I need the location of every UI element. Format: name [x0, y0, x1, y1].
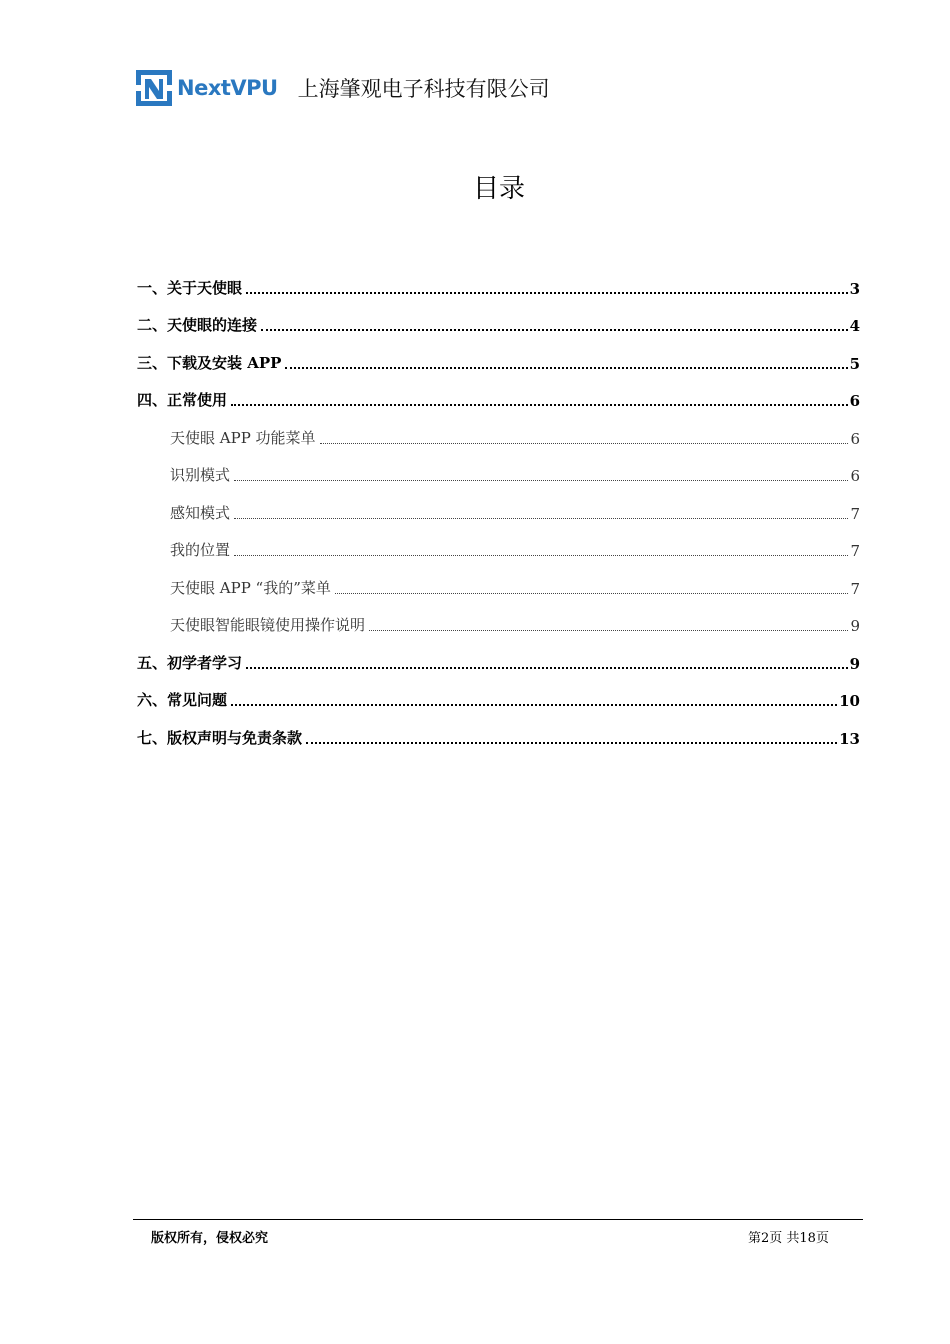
toc-entry-title: 六、常见问题: [137, 691, 228, 709]
page-title: 目录: [472, 174, 525, 204]
toc-entry[interactable]: [137, 412, 860, 450]
toc-entry[interactable]: [137, 675, 860, 713]
toc-entry-title: 天使眼智能眼镜使用操作说明: [170, 616, 366, 634]
toc-leader-dots: [285, 367, 847, 369]
toc-entry[interactable]: [137, 562, 860, 600]
toc-leader-dots: [234, 555, 848, 556]
toc-entry-page: 7: [850, 504, 860, 523]
toc-entry-page: 6: [849, 392, 860, 410]
toc-entry[interactable]: [137, 487, 860, 525]
toc-entry-page: 10: [839, 692, 860, 710]
toc-entry-page: 9: [849, 654, 860, 673]
logo-text: NextVPU: [177, 76, 278, 100]
footer-page-number: 第2页 共18页: [748, 1231, 829, 1246]
toc-entry[interactable]: [137, 637, 860, 675]
toc-leader-dots: [335, 593, 849, 594]
table-of-contents: [137, 262, 860, 750]
footer-divider: [133, 1219, 863, 1220]
toc-entry-title: 五、初学者学习: [137, 653, 243, 672]
toc-entry[interactable]: [137, 262, 860, 300]
toc-entry[interactable]: [137, 525, 860, 563]
toc-leader-dots: [234, 480, 848, 481]
toc-leader-dots: [231, 704, 837, 706]
page-header: [135, 68, 550, 108]
toc-entry[interactable]: [137, 600, 860, 638]
toc-entry-page: 6: [850, 467, 860, 485]
toc-entry-title: 三、下载及安装 APP: [137, 353, 282, 372]
toc-entry-page: 7: [850, 579, 860, 598]
toc-leader-dots: [261, 329, 848, 331]
toc-entry-title: 天使眼 APP “我的”菜单: [170, 578, 331, 597]
nextvpu-logo-icon: [135, 69, 173, 107]
toc-entry-title: 四、正常使用: [137, 391, 228, 409]
toc-entry-page: 4: [849, 317, 860, 335]
company-name: 上海肇观电子科技有限公司: [297, 77, 550, 101]
toc-entry[interactable]: [137, 375, 860, 413]
toc-entry-title: 一、关于天使眼: [137, 278, 243, 297]
toc-leader-dots: [246, 667, 848, 669]
toc-entry-title: 二、天使眼的连接: [137, 316, 258, 334]
toc-entry-page: 6: [850, 429, 860, 448]
footer-copyright: 版权所有，侵权必究: [151, 1231, 269, 1246]
toc-entry-title: 七、版权声明与免责条款: [137, 728, 303, 747]
toc-entry-title: 我的位置: [170, 541, 231, 559]
toc-entry-page: 13: [839, 729, 860, 748]
toc-leader-dots: [246, 292, 848, 294]
toc-entry[interactable]: [137, 712, 860, 750]
toc-leader-dots: [231, 404, 848, 406]
toc-entry[interactable]: [137, 337, 860, 375]
toc-entry-page: 3: [849, 279, 860, 298]
toc-entry[interactable]: [137, 300, 860, 338]
toc-entry-page: 9: [850, 617, 860, 635]
toc-entry-title: 感知模式: [170, 503, 231, 522]
toc-entry[interactable]: [137, 450, 860, 488]
toc-entry-page: 7: [850, 542, 860, 560]
toc-leader-dots: [369, 630, 848, 631]
toc-leader-dots: [234, 518, 848, 519]
toc-entry-page: 5: [849, 354, 860, 373]
toc-leader-dots: [320, 443, 849, 444]
toc-entry-title: 天使眼 APP 功能菜单: [170, 428, 316, 447]
toc-entry-title: 识别模式: [170, 466, 231, 484]
toc-leader-dots: [306, 742, 837, 744]
